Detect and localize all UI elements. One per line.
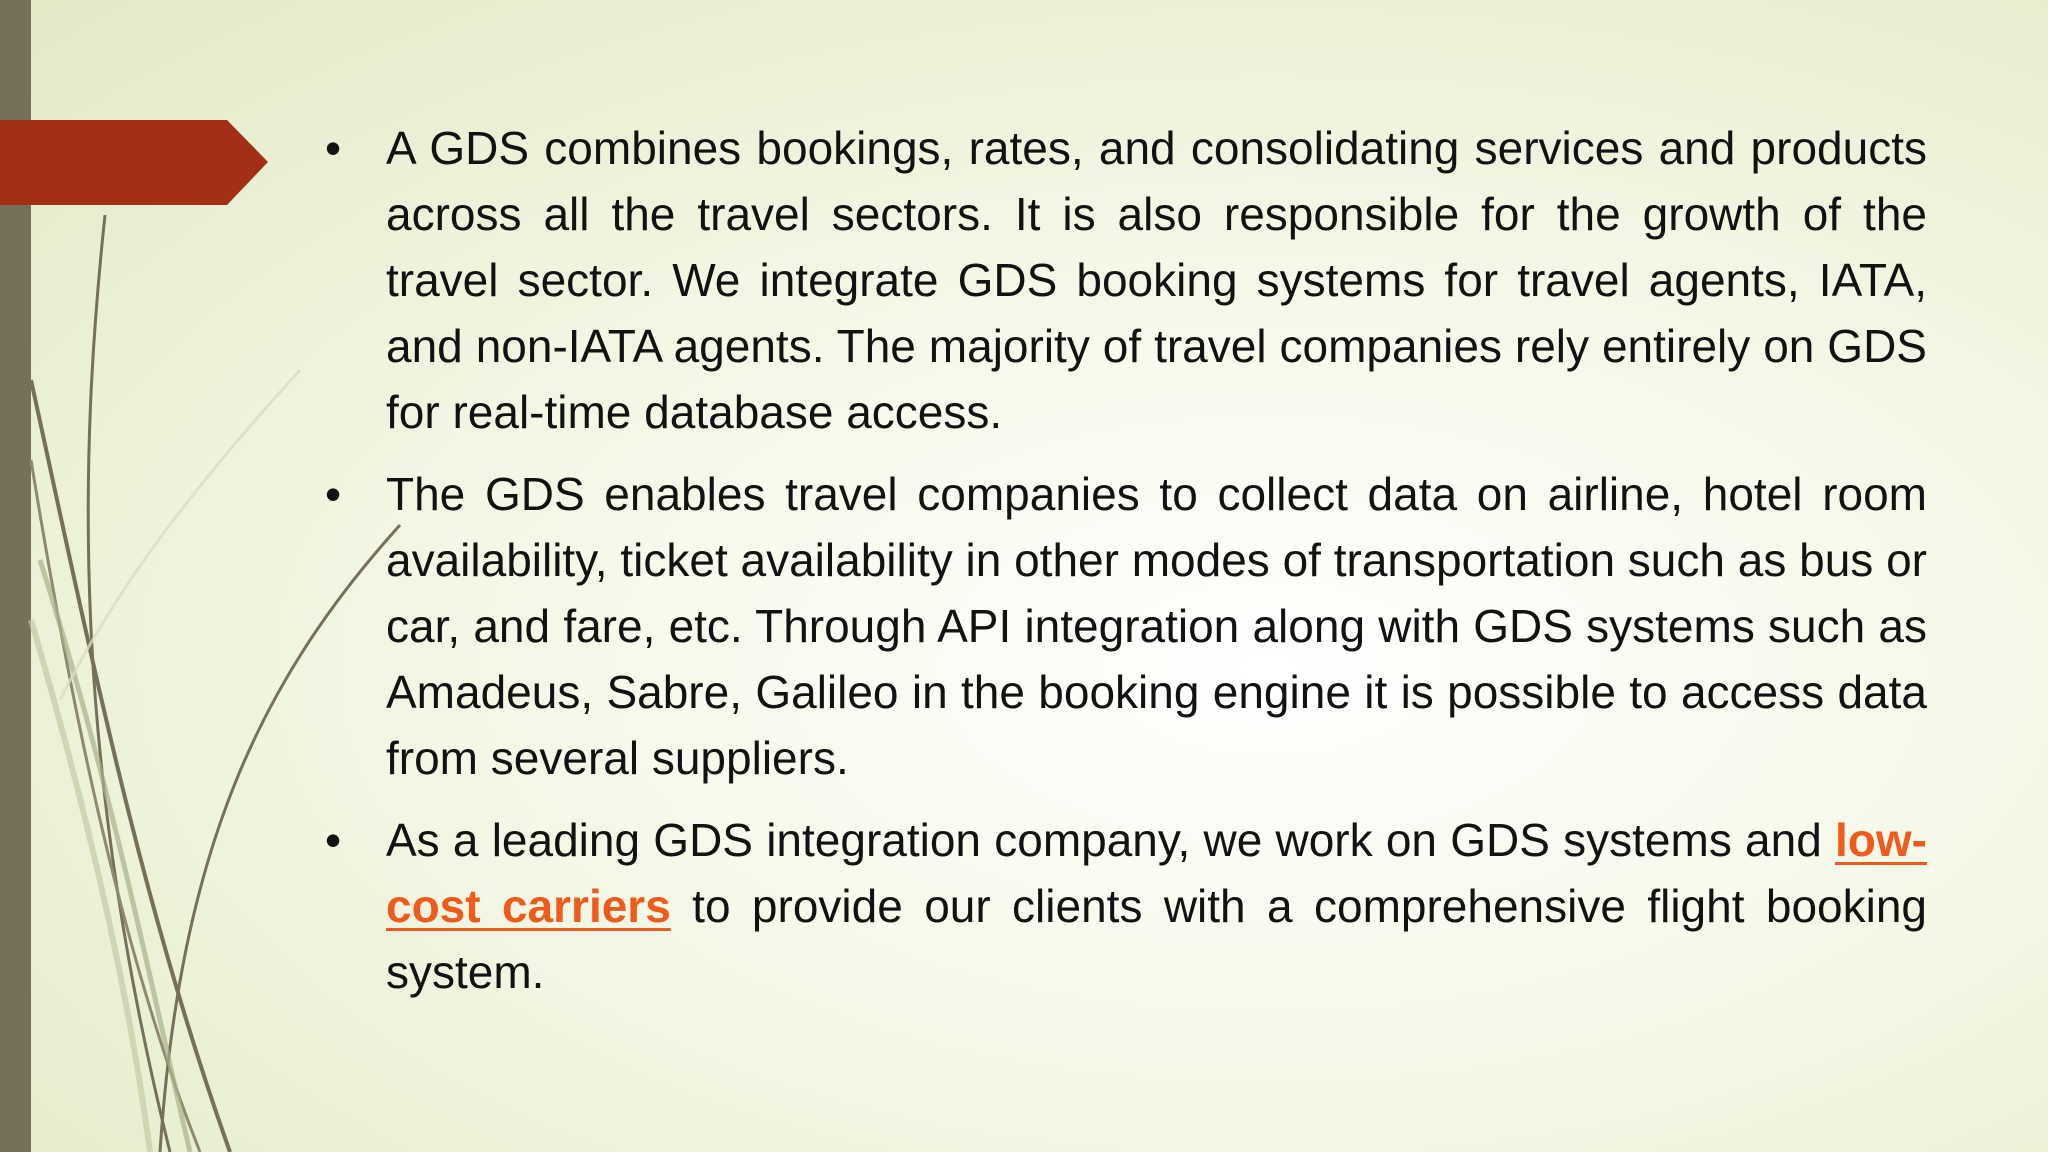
bullet-marker: • <box>325 814 342 866</box>
bullet-item-gds-overview <box>325 115 1927 445</box>
bullet-marker: • <box>325 122 342 174</box>
bullet-text-after-link: to provide our clients with a comprehensive flight booking system. <box>386 880 1928 998</box>
arrow-banner <box>0 120 268 205</box>
bullet-text-before-link: As a leading GDS integration company, we work on GDS systems and <box>386 814 1836 866</box>
bullet-item-gds-data <box>325 461 1927 791</box>
bullet-item-gds-integration <box>325 807 1927 1005</box>
bullet-text: The GDS enables travel companies to collect data on airline, hotel room availability, ticket availability in other modes of transportation such as bus or car, and fare, etc. Through API integration along with GDS systems such as Amadeus, Sabre, Galileo in the booking engine it is possible to access data from several suppliers. <box>386 468 1927 784</box>
low-cost-carriers-link[interactable]: low-cost carriers <box>386 814 1927 932</box>
bullet-list <box>325 115 1927 1021</box>
bullet-marker: • <box>325 468 342 520</box>
bullet-text: A GDS combines bookings, rates, and consolidating services and products across all the travel sectors. It is also responsible for the growth of the travel sector. We integrate GDS booking systems for travel agents, IATA, and non-IATA agents. The majority of travel companies rely entirely on GDS for real-time database access. <box>386 122 1927 438</box>
